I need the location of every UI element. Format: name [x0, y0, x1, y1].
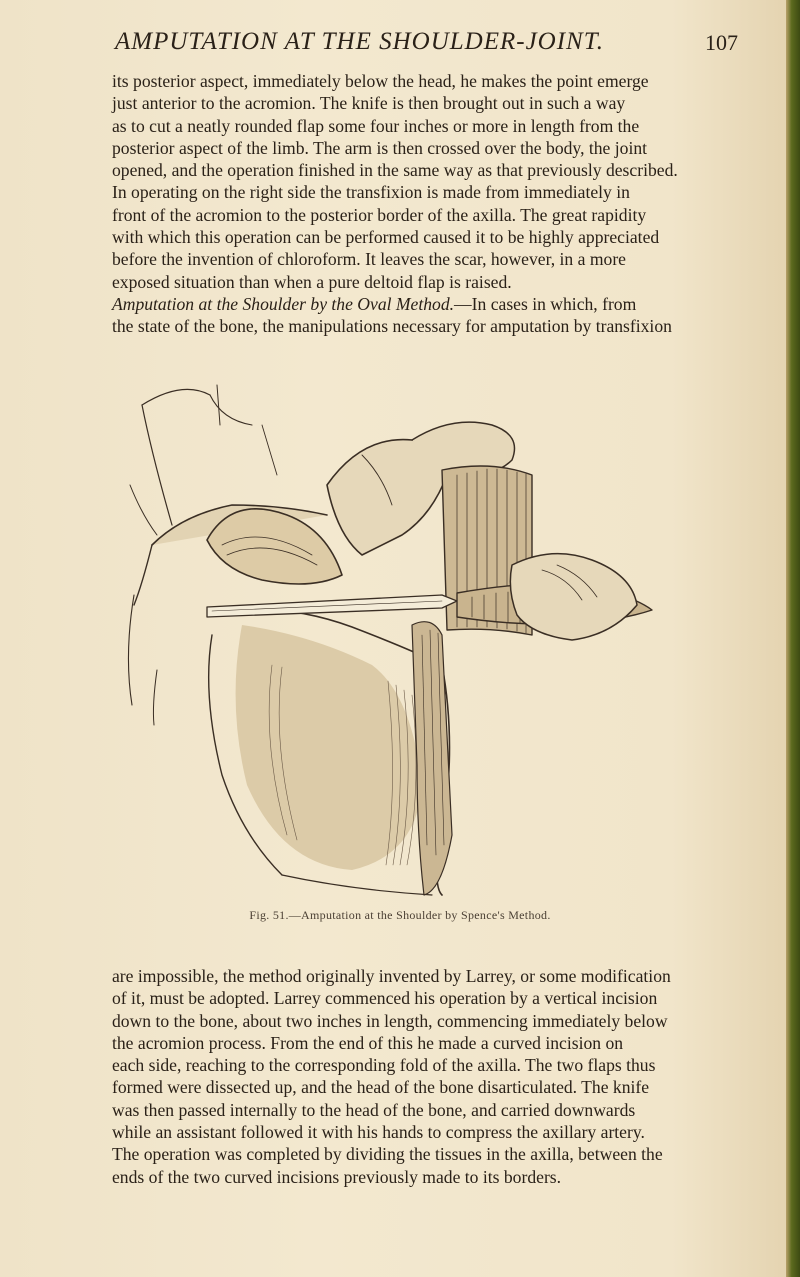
text-line: exposed situation than when a pure deltoid flap is raised. [112, 271, 512, 292]
section-heading-tail: —In cases in which, from [454, 293, 637, 314]
text-line: The operation was completed by dividing the tissues in the axilla, between the [112, 1144, 663, 1165]
body-text-bottom [112, 965, 800, 1188]
text-line: are impossible, the method originally invented by Larrey, or some modification [112, 966, 671, 986]
text-line: the acromion process. From the end of this he made a curved incision on [112, 1032, 624, 1053]
text-line: its posterior aspect, immediately below the head, he makes the point emerge [112, 71, 649, 91]
amputation-engraving [112, 365, 692, 900]
text-line: each side, reaching to the corresponding fold of the axilla. The two flaps thus [112, 1055, 656, 1076]
text-line: down to the bone, about two inches in length, commencing immediately below [112, 1010, 668, 1031]
book-spine-edge [786, 0, 800, 1277]
text-line: as to cut a neatly rounded flap some four inches or more in length from the [112, 115, 640, 136]
section-heading: Amputation at the Shoulder by the Oval Method. [112, 293, 455, 314]
text-line: front of the acromion to the posterior border of the axilla. The great rapidity [112, 204, 647, 225]
text-line: In operating on the right side the transfixion is made from immediately in [112, 182, 630, 203]
text-line: with which this operation can be performed caused it to be highly appreciated [112, 227, 660, 248]
text-line: ends of the two curved incisions previously made to its borders. [112, 1166, 562, 1187]
text-line: formed were dissected up, and the head of the bone disarticulated. The knife [112, 1077, 650, 1098]
text-line: of it, must be adopted. Larrey commenced his operation by a vertical incision [112, 988, 658, 1009]
figure-illustration [112, 365, 692, 900]
text-line: just anterior to the acromion. The knife is then brought out in such a way [112, 93, 626, 114]
page-number: 107 [705, 30, 738, 55]
text-line: was then passed internally to the head of the bone, and carried downwards [112, 1099, 636, 1120]
text-line: before the invention of chloroform. It leaves the scar, however, in a more [112, 249, 626, 270]
section-heading-line [112, 293, 800, 315]
page-header [60, 28, 760, 62]
running-head: AMPUTATION AT THE SHOULDER-JOINT. [115, 28, 605, 55]
text-line: the state of the bone, the manipulations necessary for amputation by transfixion [112, 316, 672, 337]
text-line: posterior aspect of the limb. The arm is then crossed over the body, the joint [112, 137, 648, 158]
figure-caption: Fig. 51.—Amputation at the Shoulder by Spence's Method. [249, 908, 551, 922]
body-text-top [112, 70, 800, 338]
text-line: while an assistant followed it with his hands to compress the axillary artery. [112, 1122, 645, 1143]
text-line: opened, and the operation finished in the same way as that previously described. [112, 160, 678, 181]
